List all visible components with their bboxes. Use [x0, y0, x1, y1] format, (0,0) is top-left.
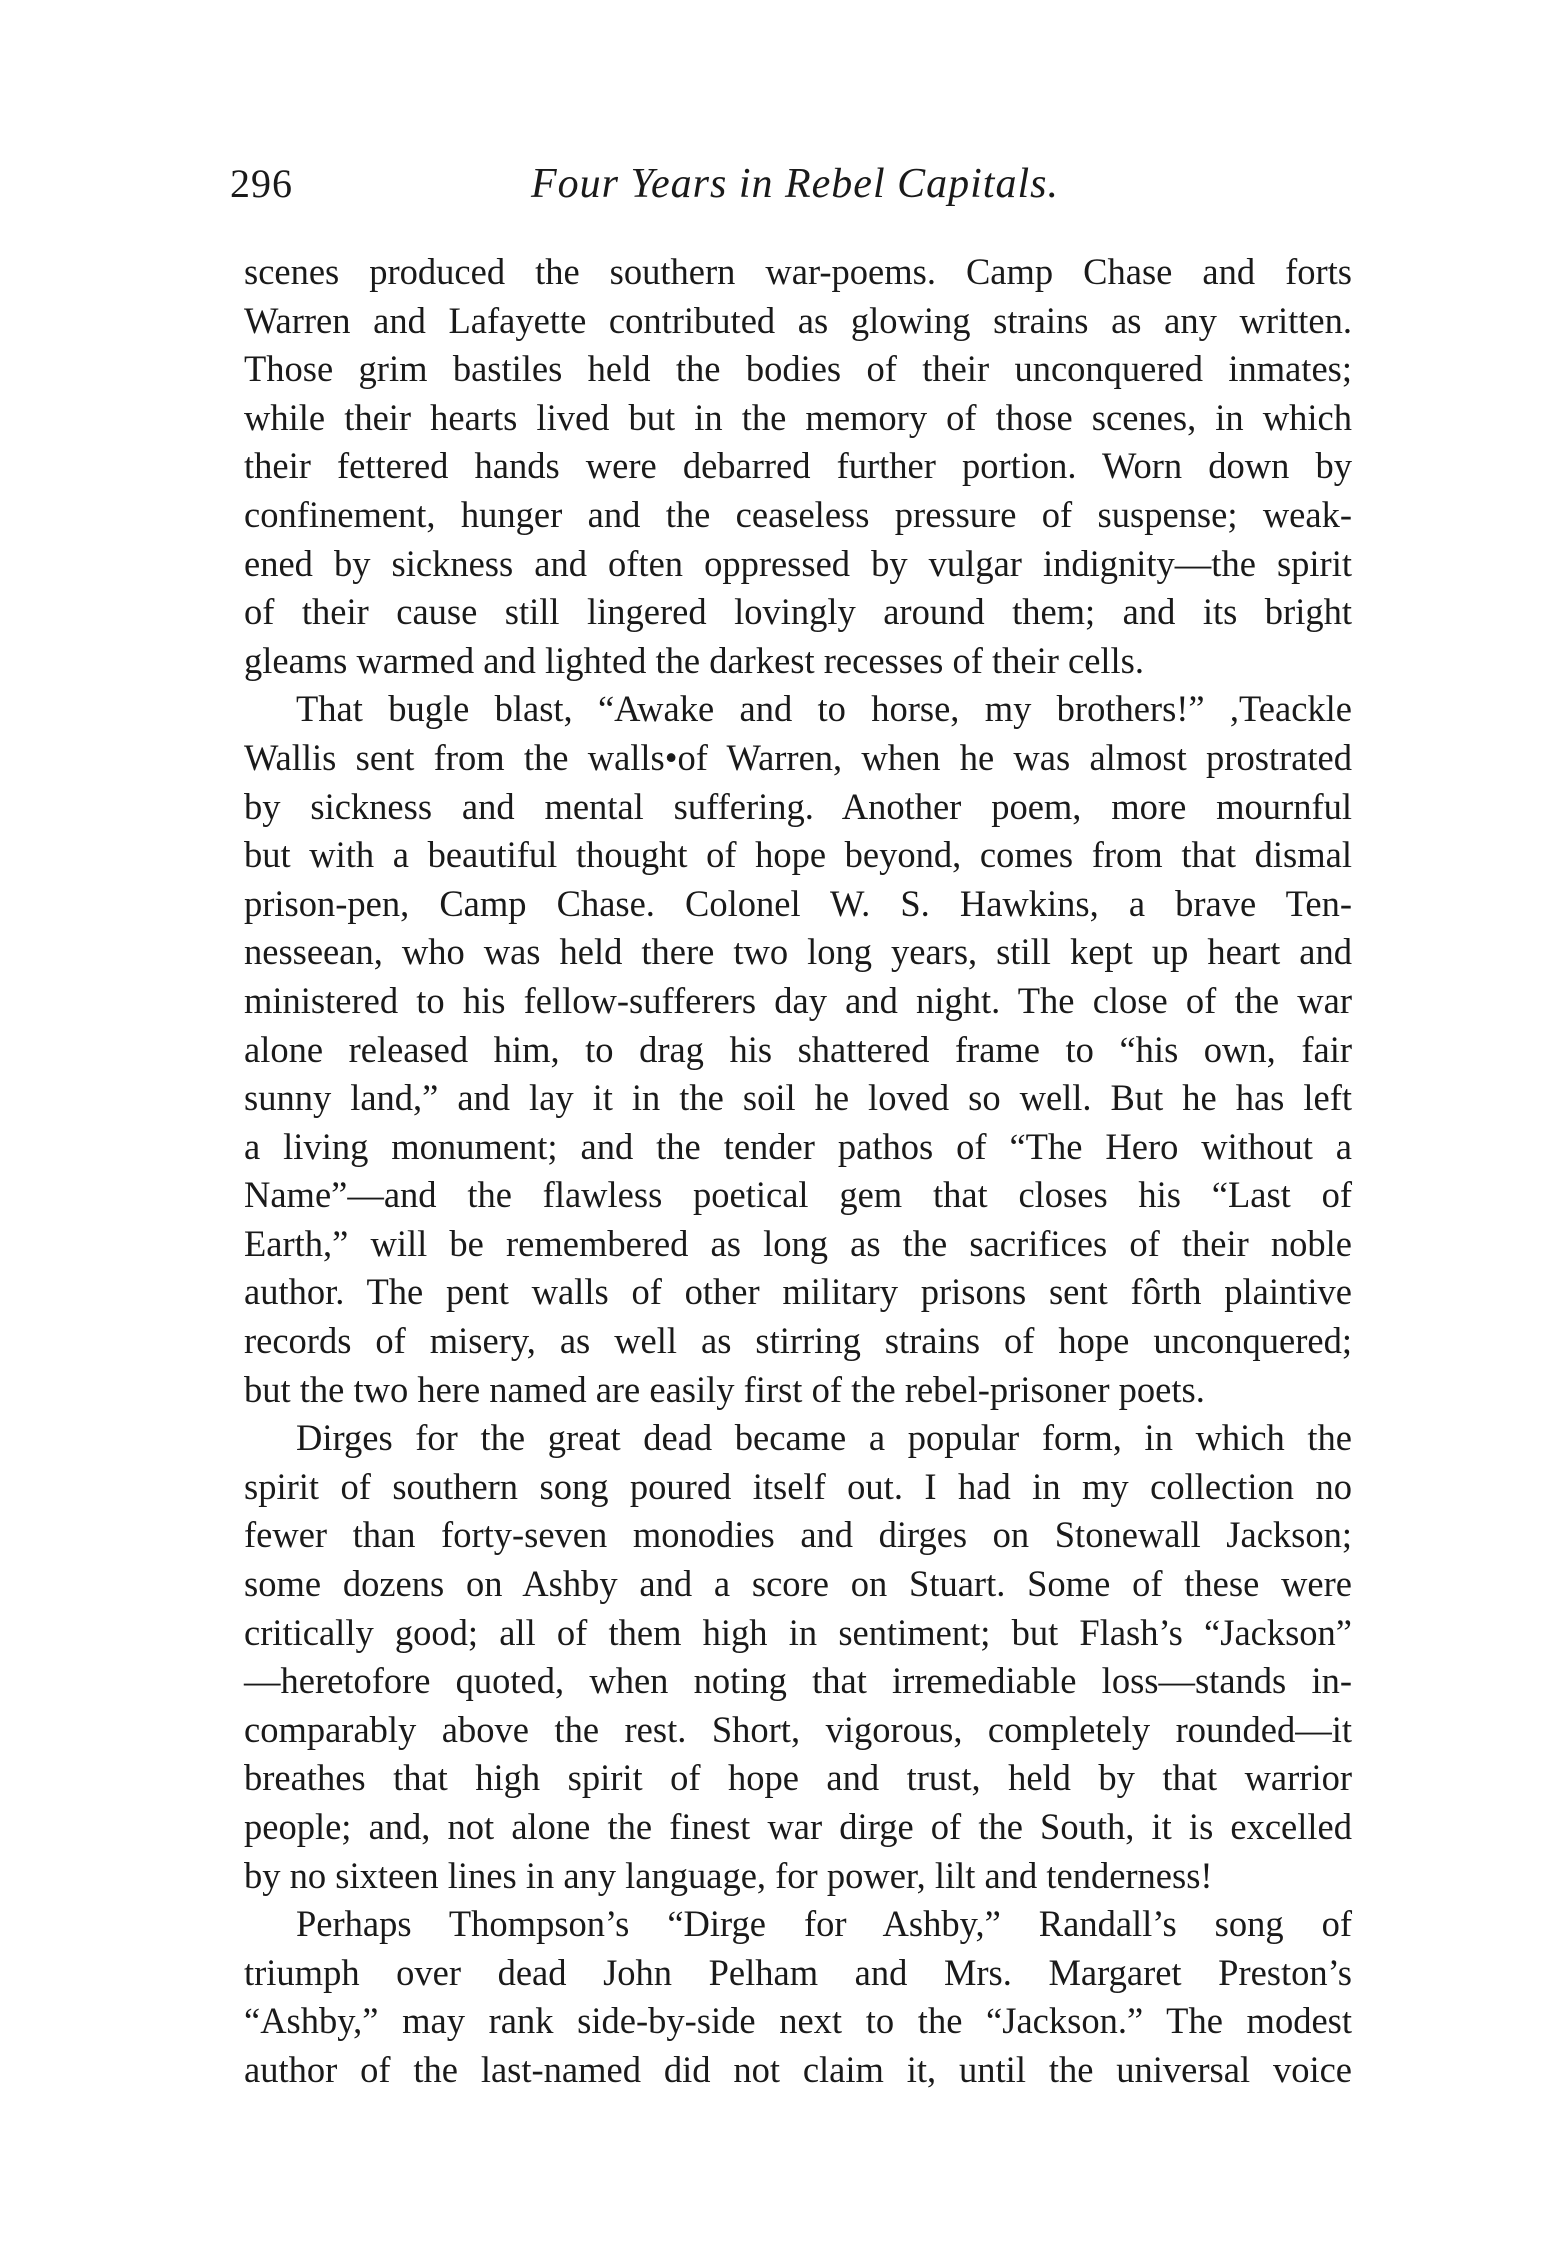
text-line: confinement, hunger and the ceaseless pressure of suspense; weak-	[244, 493, 1352, 535]
text-line: prison-pen, Camp Chase. Colonel W. S. Hawkins, a brave Ten-	[244, 882, 1352, 924]
text-line: Dirges for the great dead became a popular form, in which the	[296, 1417, 1352, 1459]
text-line: “Ashby,” may rank side-by-side next to the “Jackson.” The modest	[244, 2000, 1352, 2042]
text-line: Perhaps Thompson’s “Dirge for Ashby,” Randall’s song of	[296, 1903, 1352, 1945]
body-text	[244, 248, 1352, 2095]
text-line: comparably above the rest. Short, vigorous, completely rounded—it	[244, 1708, 1352, 1750]
text-line: nesseean, who was held there two long years, still kept up heart and	[244, 931, 1352, 973]
text-line: spirit of southern song poured itself out. I had in my collection no	[244, 1465, 1352, 1507]
text-line: Wallis sent from the walls•of Warren, when he was almost prostrated	[244, 736, 1352, 778]
text-line: their fettered hands were debarred further portion. Worn down by	[244, 445, 1352, 487]
text-line: some dozens on Ashby and a score on Stuart. Some of these were	[244, 1563, 1352, 1605]
text-line: ened by sickness and often oppressed by vulgar indignity—the spirit	[244, 542, 1352, 584]
text-line: Name”—and the flawless poetical gem that closes his “Last of	[244, 1174, 1352, 1216]
text-line: critically good; all of them high in sentiment; but Flash’s “Jackson”	[244, 1611, 1352, 1653]
running-title: Four Years in Rebel Capitals.	[531, 161, 1059, 207]
text-line: triumph over dead John Pelham and Mrs. Margaret Preston’s	[244, 1951, 1352, 1993]
text-line: breathes that high spirit of hope and trust, held by that warrior	[244, 1757, 1352, 1799]
text-line: alone released him, to drag his shattered frame to “his own, fair	[244, 1028, 1352, 1070]
page-number: 296	[230, 161, 293, 206]
text-line: gleams warmed and lighted the darkest recesses of their cells.	[244, 639, 1145, 681]
text-line: ministered to his fellow-sufferers day and night. The close of the war	[244, 979, 1352, 1021]
text-line: of their cause still lingered lovingly around them; and its bright	[244, 591, 1352, 633]
text-line: author. The pent walls of other military prisons sent fôrth plaintive	[244, 1271, 1352, 1313]
text-line: Those grim bastiles held the bodies of their unconquered inmates;	[244, 348, 1352, 390]
text-line: by no sixteen lines in any language, for power, lilt and tenderness!	[244, 1854, 1213, 1896]
text-line: while their hearts lived but in the memory of those scenes, in which	[244, 396, 1352, 438]
text-line: but the two here named are easily first of the rebel-prisoner poets.	[244, 1368, 1205, 1410]
text-line: —heretofore quoted, when noting that irremediable loss—stands in-	[244, 1660, 1352, 1702]
text-line: Earth,” will be remembered as long as the sacrifices of their noble	[244, 1222, 1352, 1264]
text-line: a living monument; and the tender pathos of “The Hero without a	[244, 1125, 1352, 1167]
text-line: sunny land,” and lay it in the soil he loved so well. But he has left	[244, 1077, 1352, 1119]
text-line: fewer than forty-seven monodies and dirges on Stonewall Jackson;	[244, 1514, 1352, 1556]
text-line: That bugle blast, “Awake and to horse, my brothers!” ,Teackle	[296, 688, 1352, 730]
running-head	[230, 160, 1360, 220]
text-line: Warren and Lafayette contributed as glowing strains as any written.	[244, 299, 1352, 341]
text-line: author of the last-named did not claim it, until the universal voice	[244, 2048, 1352, 2090]
text-line: records of misery, as well as stirring strains of hope unconquered;	[244, 1320, 1352, 1362]
text-line: people; and, not alone the finest war dirge of the South, it is excelled	[244, 1806, 1352, 1847]
text-line: scenes produced the southern war-poems. Camp Chase and forts	[244, 251, 1352, 292]
text-line: by sickness and mental suffering. Another poem, more mournful	[244, 785, 1352, 827]
text-line: but with a beautiful thought of hope beyond, comes from that dismal	[244, 834, 1352, 876]
